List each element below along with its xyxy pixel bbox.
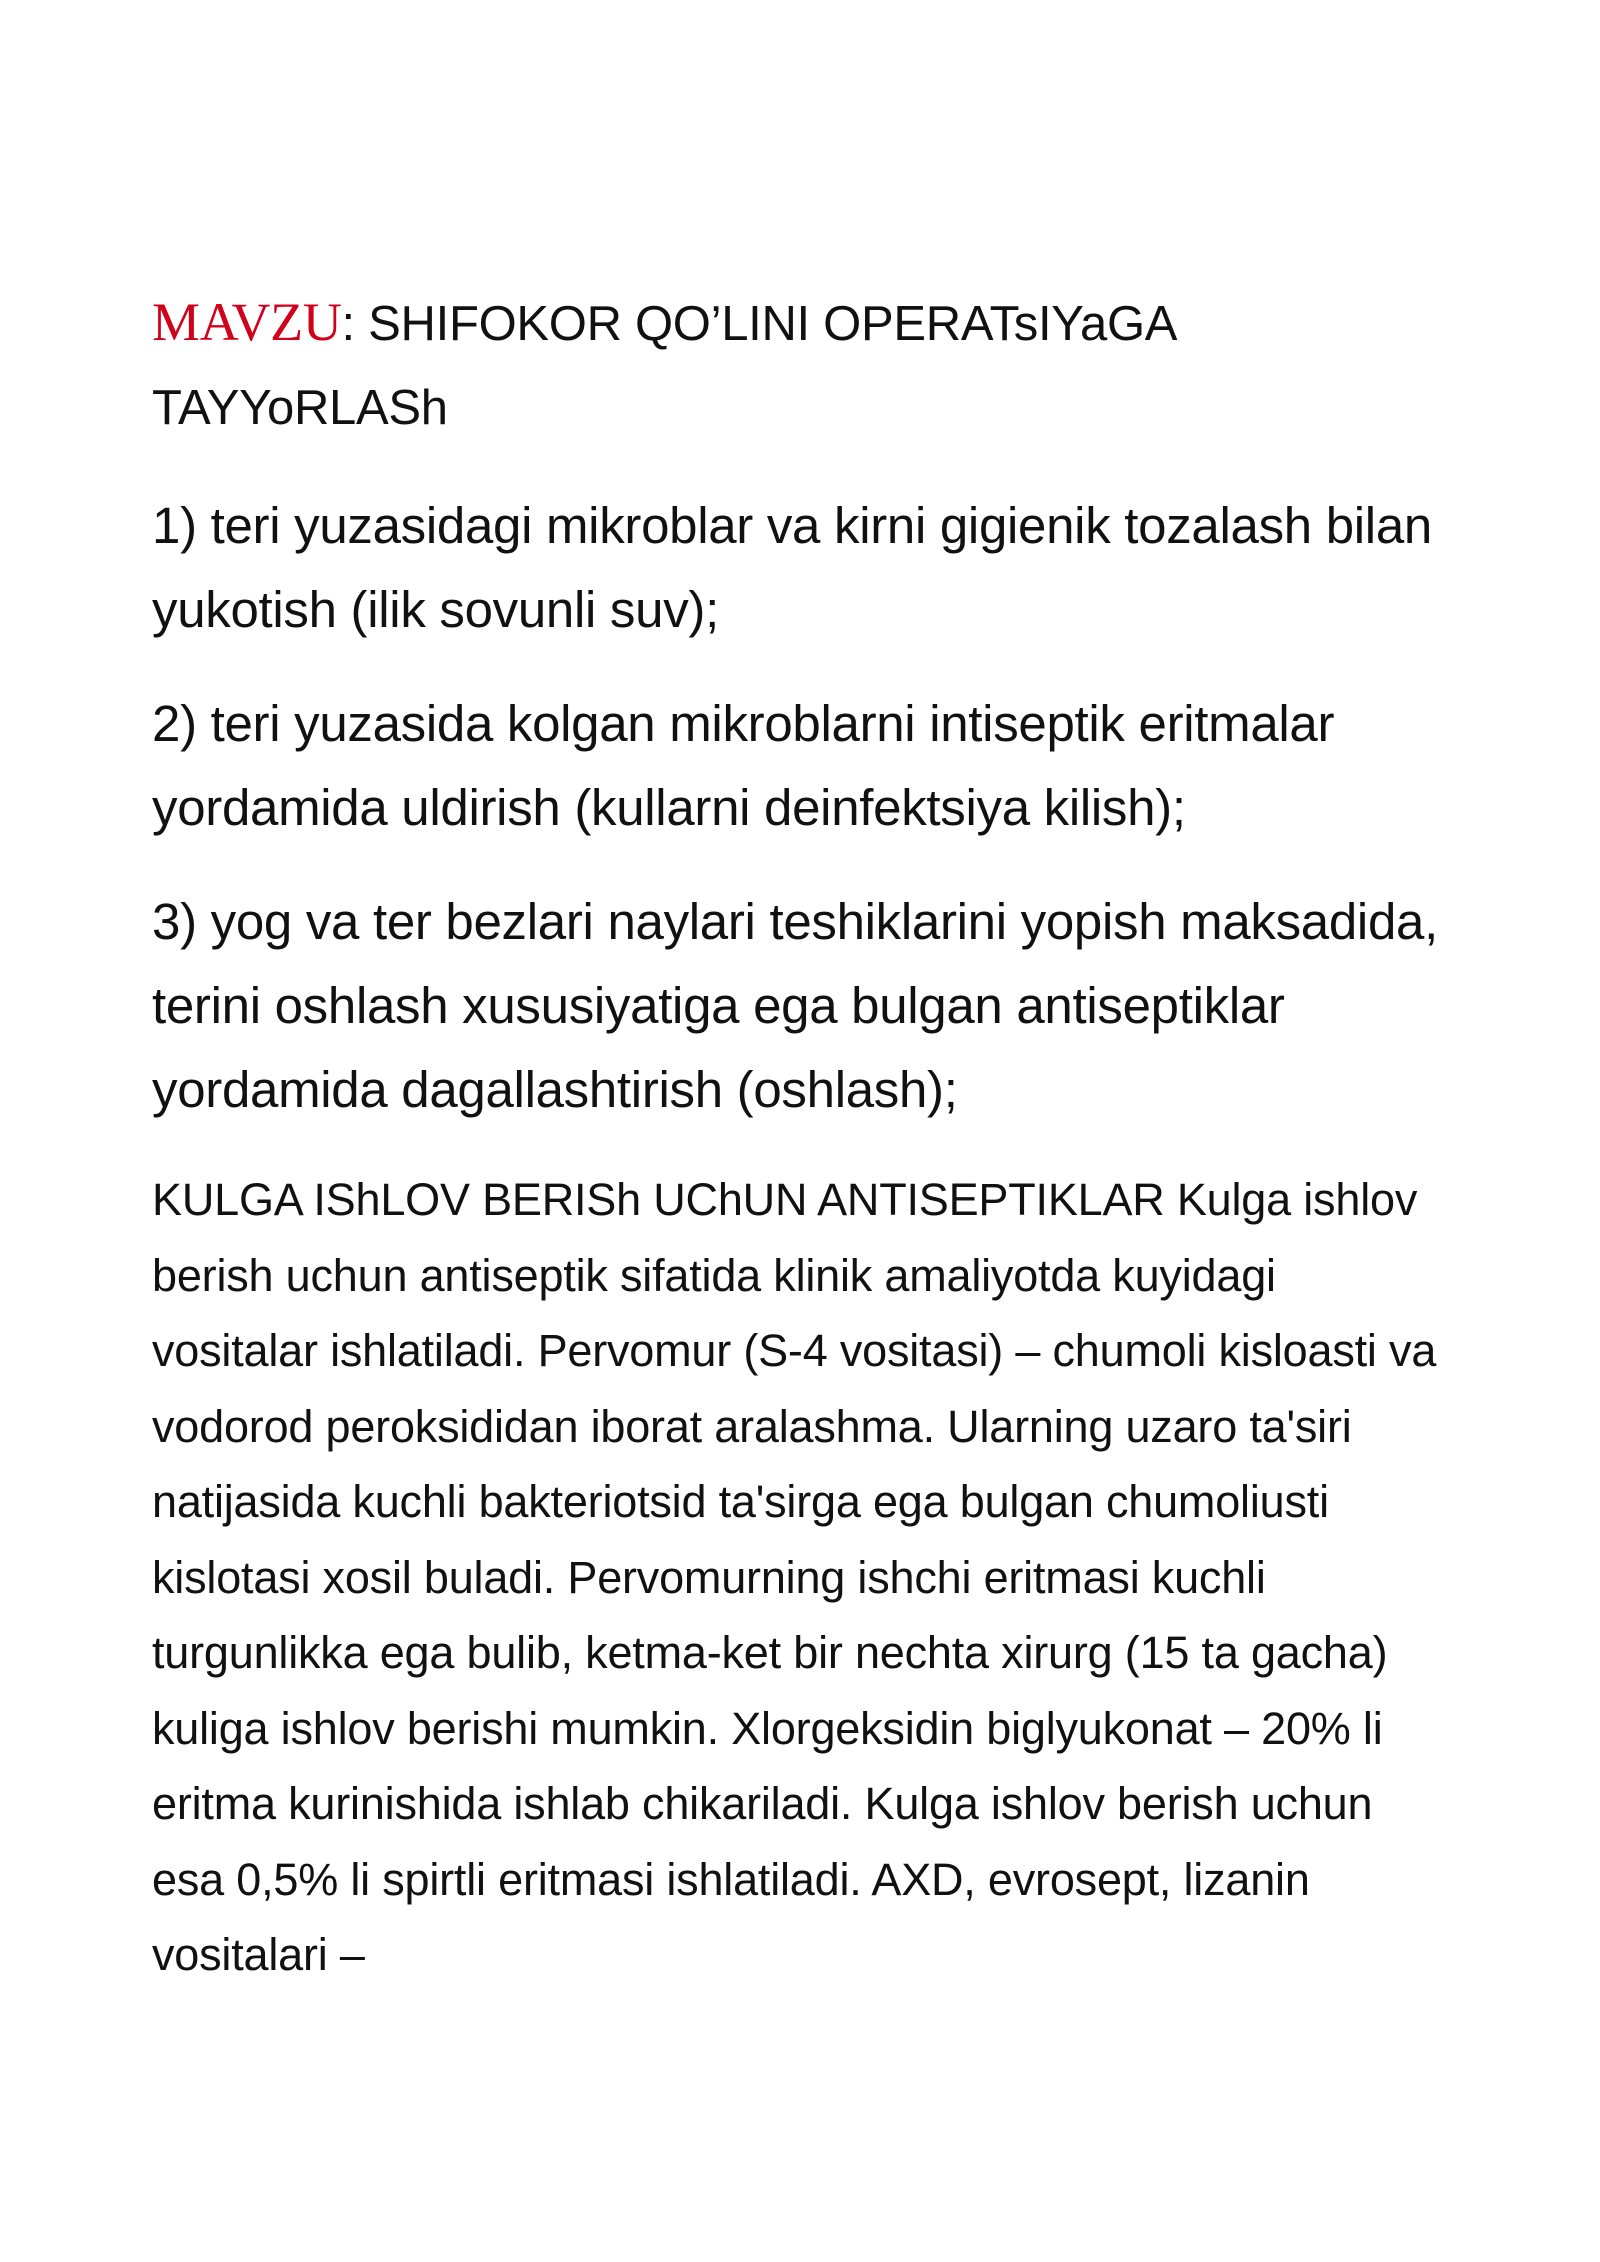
topic-heading <box>152 280 1452 450</box>
step-item-3: 3) yog va ter bezlari naylari teshiklarini yopish maksadida, terini oshlash xususiyatiga ega bulgan antiseptiklar yordamida dagallashtirish (oshlash); <box>152 893 1438 1118</box>
topic-label: MAVZU <box>152 292 342 352</box>
topic-text: : SHIFOKOR QO’LINI OPERATsIYaGA TAYYoRLASh <box>152 297 1175 435</box>
step-item-1: 1) teri yuzasidagi mikroblar va kirni gigienik tozalash bilan yukotish (ilik sovunli suv); <box>152 497 1432 638</box>
antiseptics-paragraph: KULGA IShLOV BERISh UChUN ANTISEPTIKLAR Kulga ishlov berish uchun antiseptik sifatida klinik amaliyotda kuyidagi vositalar ishlatiladi. Pervomur (S-4 vositasi) – chumoli kisloasti va vodorod peroksididan iborat aralashma. Ularning uzaro ta'siri natijasida kuchli bakteriotsid ta'sirga ega bulgan chumoliusti kislotasi xosil buladi. Pervomurning ishchi eritmasi kuchli turgunlikka ega bulib, ketma-ket bir nechta xirurg (15 ta gacha) kuliga ishlov berishi mumkin. Xlorgeksidin biglyukonat – 20% li eritma kurinishida ishlab chikariladi. Kulga ishlov berish uchun esa 0,5% li spirtli eritmasi ishlatiladi. AXD, evrosept, lizanin vositalari – <box>152 1174 1437 1980</box>
step-item-2: 2) teri yuzasida kolgan mikroblarni intiseptik eritmalar yordamida uldirish (kullarni deinfektsiya kilish); <box>152 695 1335 836</box>
document-page <box>152 280 1452 1993</box>
